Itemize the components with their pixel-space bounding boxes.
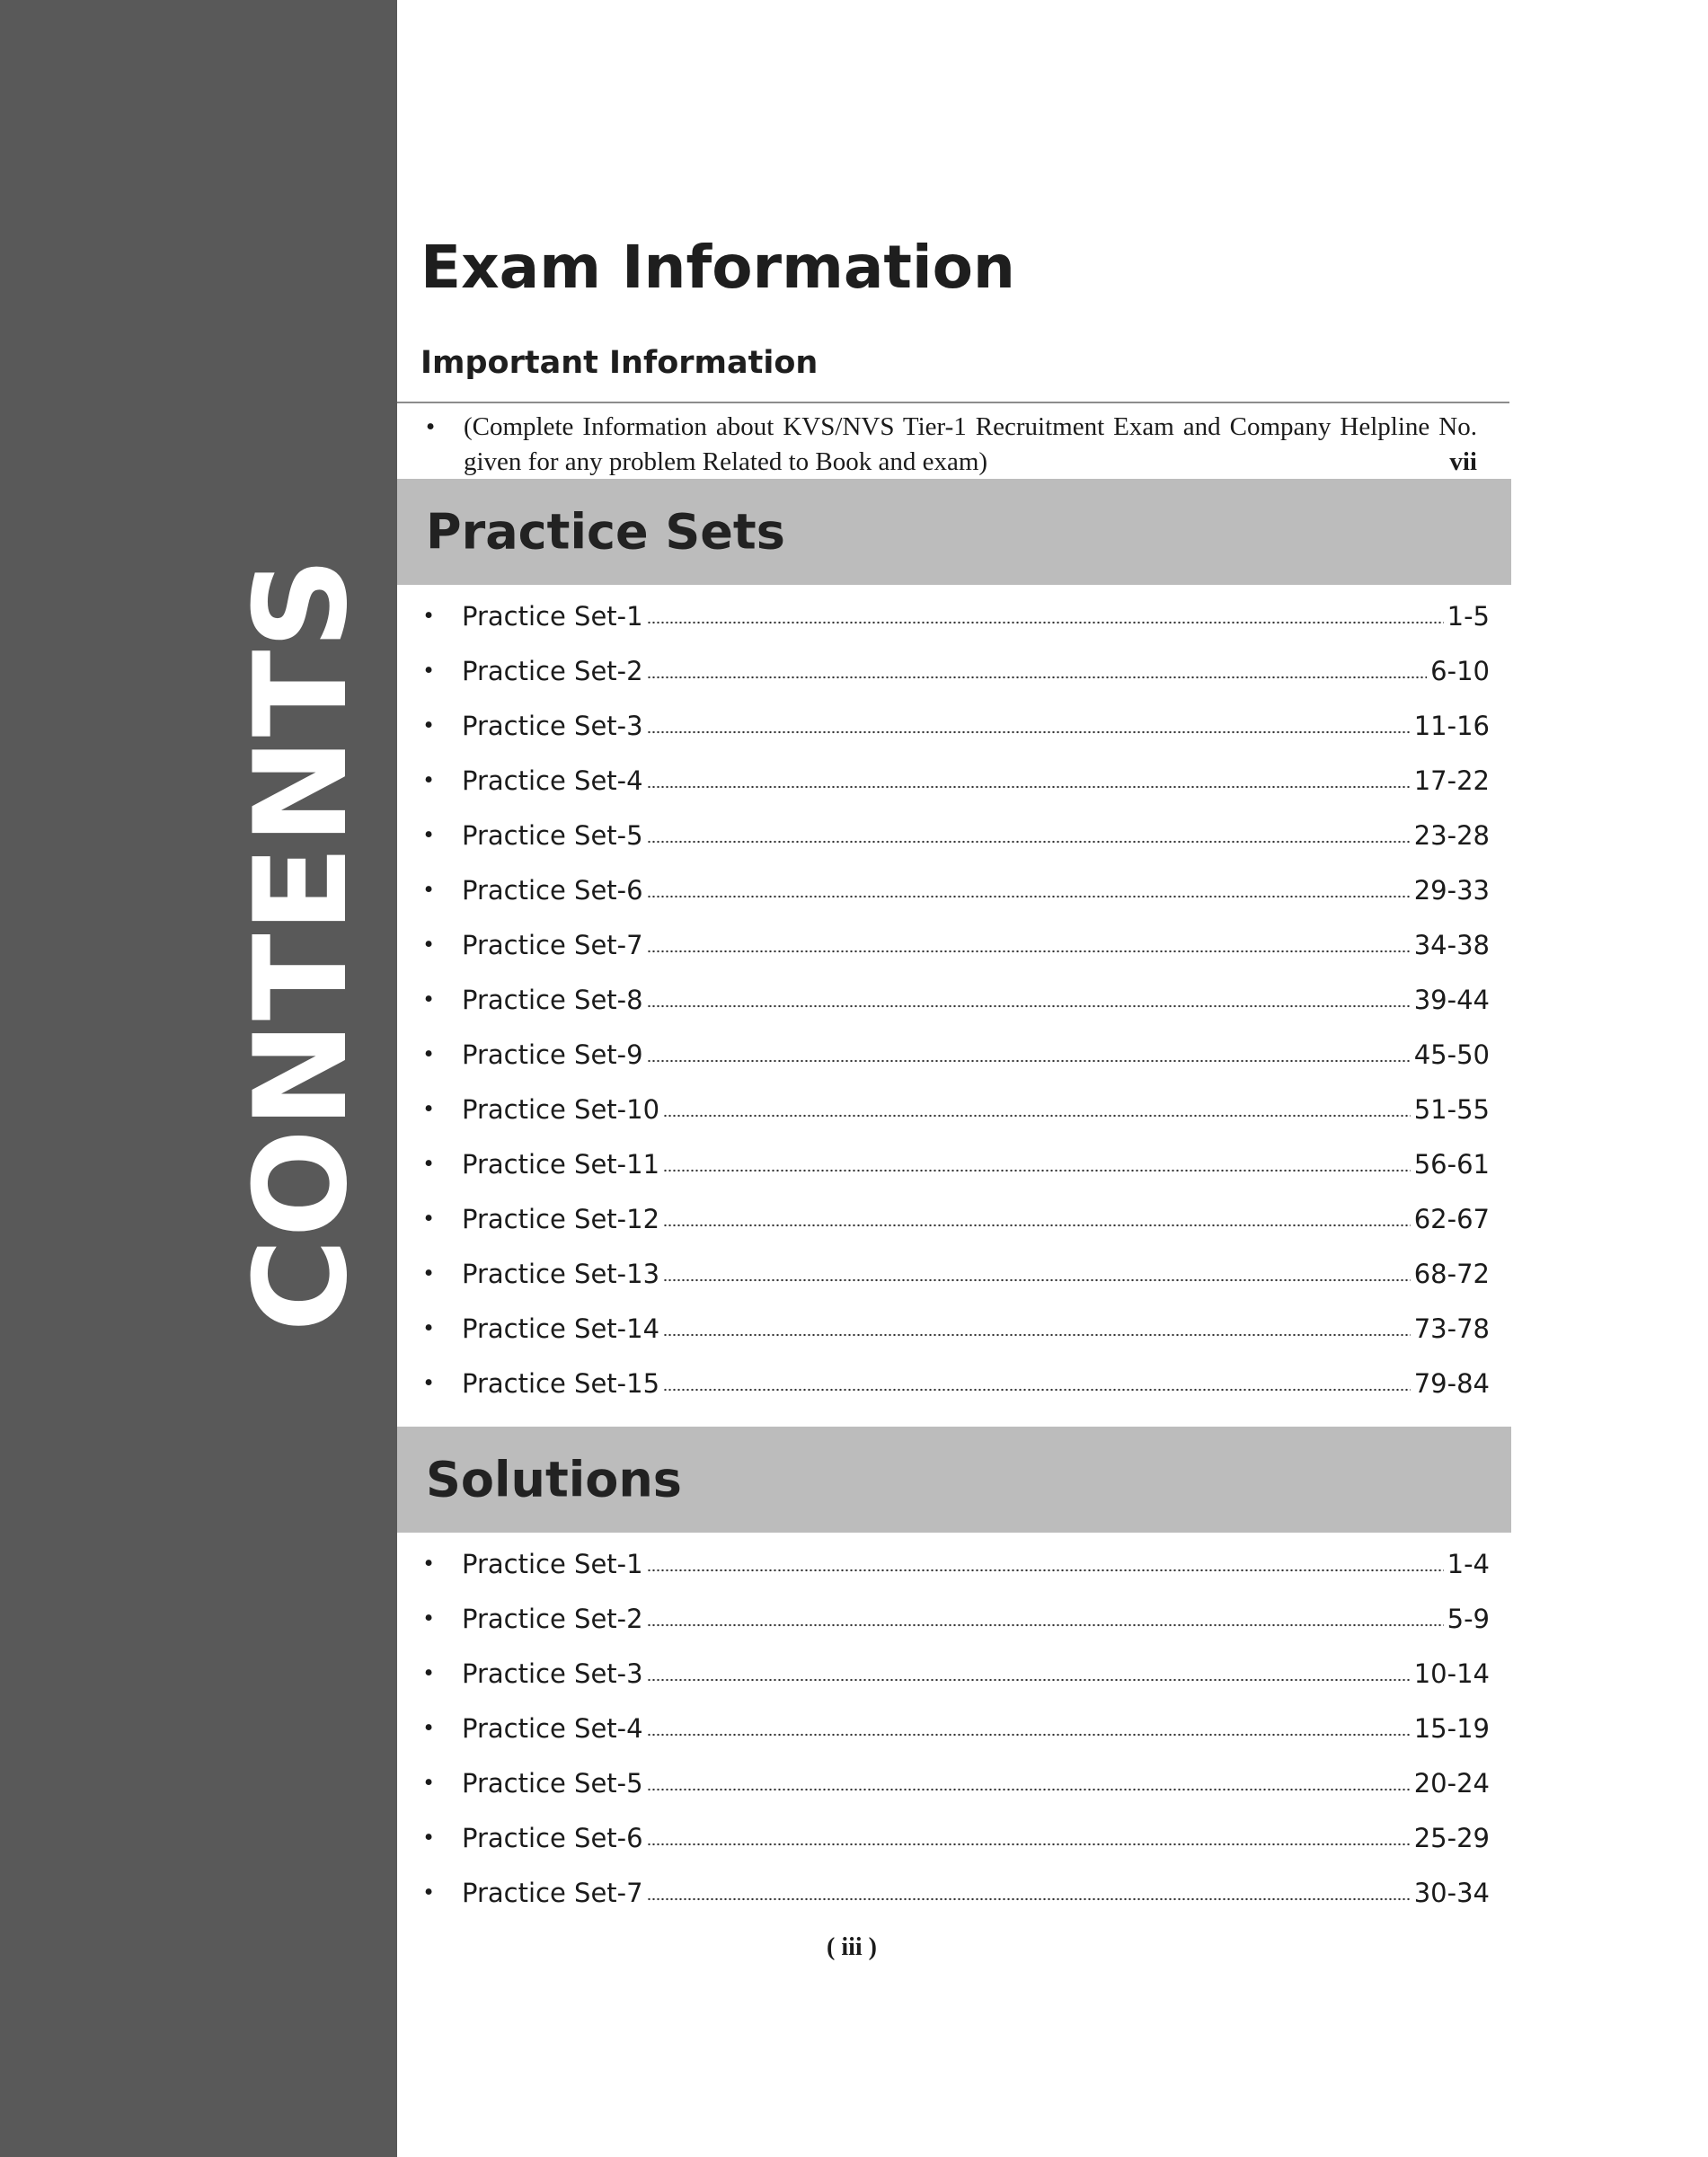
practice-sets-section-header [397,479,1511,585]
toc-entry-pages: 39-44 [1413,984,1490,1015]
toc-entry-pages: 51-55 [1413,1093,1490,1125]
bullet: • [424,820,434,849]
toc-entry-label: Practice Set-4 [462,1712,643,1744]
bullet: • [424,711,434,739]
toc-entry-pages: 5-9 [1447,1603,1490,1634]
toc-entry[interactable] [424,1136,1493,1191]
toc-entry[interactable] [424,1591,1493,1646]
practice-sets-list [424,588,1493,1410]
bullet: • [424,1094,434,1123]
toc-entry-pages: 10-14 [1413,1658,1490,1689]
dot-leader [647,1732,1411,1737]
toc-entry-label: Practice Set-3 [462,1658,643,1689]
bullet: • [424,1368,434,1397]
dot-leader [647,839,1411,844]
contents-vertical-title: CONTENTS [227,556,376,1332]
dot-leader [647,620,1444,625]
toc-entry[interactable] [424,643,1493,698]
important-information-subheading: Important Information [420,345,819,381]
toc-entry-label: Practice Set-11 [462,1148,660,1180]
toc-entry-label: Practice Set-4 [462,765,643,796]
bullet: • [424,985,434,1013]
toc-entry-label: Practice Set-5 [462,1767,643,1799]
toc-entry-label: Practice Set-14 [462,1313,660,1344]
dot-leader [647,729,1411,735]
dot-leader [647,1677,1411,1683]
toc-entry-label: Practice Set-2 [462,1603,643,1634]
toc-entry-pages: 68-72 [1413,1258,1490,1289]
toc-entry-pages: 25-29 [1413,1822,1490,1853]
toc-entry[interactable] [424,1701,1493,1755]
dot-leader [663,1223,1411,1228]
toc-entry-label: Practice Set-13 [462,1258,660,1289]
toc-entry-pages: 20-24 [1413,1767,1490,1799]
bullet: • [424,1768,434,1797]
toc-entry[interactable] [424,917,1493,972]
bullet: • [424,765,434,794]
toc-entry-pages: 1-4 [1447,1548,1490,1579]
toc-entry-pages: 11-16 [1413,710,1490,741]
bullet: • [424,1549,434,1578]
toc-entry[interactable] [424,1027,1493,1082]
solutions-heading: Solutions [426,1451,682,1508]
toc-entry-label: Practice Set-2 [462,655,643,686]
bullet: • [424,601,434,630]
dot-leader [663,1113,1411,1118]
sidebar-panel [0,0,397,2157]
bullet: • [424,1204,434,1233]
dot-leader [647,949,1411,954]
entry-text-line-2: given for any problem Related to Book and exam) [464,447,988,476]
entry-text-line-1: (Complete Information about KVS/NVS Tier-1 Recruitment Exam and Company Helpline No. [464,412,1477,441]
toc-entry-pages: 15-19 [1413,1712,1490,1744]
toc-entry[interactable] [424,1536,1493,1591]
toc-entry[interactable] [424,698,1493,753]
dot-leader [663,1168,1411,1173]
toc-entry[interactable] [424,1755,1493,1810]
toc-entry[interactable] [424,588,1493,643]
toc-entry-pages: 56-61 [1413,1148,1490,1180]
toc-entry[interactable] [424,808,1493,862]
toc-entry-pages: 62-67 [1413,1203,1490,1234]
bullet: • [424,1823,434,1852]
dot-leader [663,1387,1411,1392]
toc-entry-pages: 1-5 [1447,600,1490,632]
dot-leader [647,784,1411,790]
toc-entry-label: Practice Set-5 [462,819,643,851]
toc-entry[interactable] [424,972,1493,1027]
dot-leader [663,1277,1411,1283]
bullet: • [424,1039,434,1068]
toc-entry-label: Practice Set-9 [462,1039,643,1070]
toc-entry-pages: 6-10 [1430,655,1490,686]
solutions-section-header [397,1427,1511,1533]
toc-entry-label: Practice Set-12 [462,1203,660,1234]
toc-entry[interactable] [424,1082,1493,1136]
bullet: • [424,1878,434,1906]
page-folio: ( iii ) [827,1933,877,1961]
bullet: • [424,1713,434,1742]
entry-page-number: vii [1449,447,1477,476]
toc-entry[interactable] [424,1191,1493,1246]
solutions-list [424,1536,1493,1920]
toc-entry[interactable] [424,1301,1493,1356]
toc-entry-label: Practice Set-6 [462,1822,643,1853]
bullet: • [424,1313,434,1342]
dot-leader [647,1787,1411,1792]
bullet: • [426,412,436,441]
dot-leader [647,1003,1411,1009]
bullet: • [424,1149,434,1178]
bullet: • [424,1604,434,1632]
bullet: • [424,930,434,959]
section-divider [397,402,1509,403]
bullet: • [424,1259,434,1287]
dot-leader [647,1622,1444,1628]
toc-entry-pages: 23-28 [1413,819,1490,851]
toc-entry[interactable] [424,862,1493,917]
toc-entry[interactable] [424,1646,1493,1701]
toc-entry-pages: 45-50 [1413,1039,1490,1070]
toc-entry-pages: 17-22 [1413,765,1490,796]
toc-entry-label: Practice Set-15 [462,1367,660,1399]
toc-entry-label: Practice Set-1 [462,1548,643,1579]
dot-leader [663,1332,1411,1338]
dot-leader [647,675,1428,680]
dot-leader [647,894,1411,899]
dot-leader [647,1842,1411,1847]
toc-entry[interactable] [424,1246,1493,1301]
toc-entry-pages: 73-78 [1413,1313,1490,1344]
bullet: • [424,656,434,685]
exam-information-heading: Exam Information [420,233,1015,302]
toc-entry-label: Practice Set-6 [462,874,643,906]
bullet: • [424,875,434,904]
toc-entry-pages: 29-33 [1413,874,1490,906]
toc-entry-label: Practice Set-8 [462,984,643,1015]
toc-entry[interactable] [424,1865,1493,1920]
toc-entry[interactable] [424,1810,1493,1865]
toc-entry-label: Practice Set-7 [462,929,643,960]
toc-entry[interactable] [424,753,1493,808]
dot-leader [647,1896,1411,1902]
toc-entry-label: Practice Set-3 [462,710,643,741]
toc-entry-pages: 30-34 [1413,1877,1490,1908]
toc-entry-label: Practice Set-7 [462,1877,643,1908]
bullet: • [424,1658,434,1687]
dot-leader [647,1568,1444,1573]
toc-entry[interactable] [424,1356,1493,1410]
toc-entry-label: Practice Set-10 [462,1093,660,1125]
toc-entry-label: Practice Set-1 [462,600,643,632]
dot-leader [647,1058,1411,1064]
toc-entry-pages: 79-84 [1413,1367,1490,1399]
practice-sets-heading: Practice Sets [426,503,785,561]
toc-entry-pages: 34-38 [1413,929,1490,960]
